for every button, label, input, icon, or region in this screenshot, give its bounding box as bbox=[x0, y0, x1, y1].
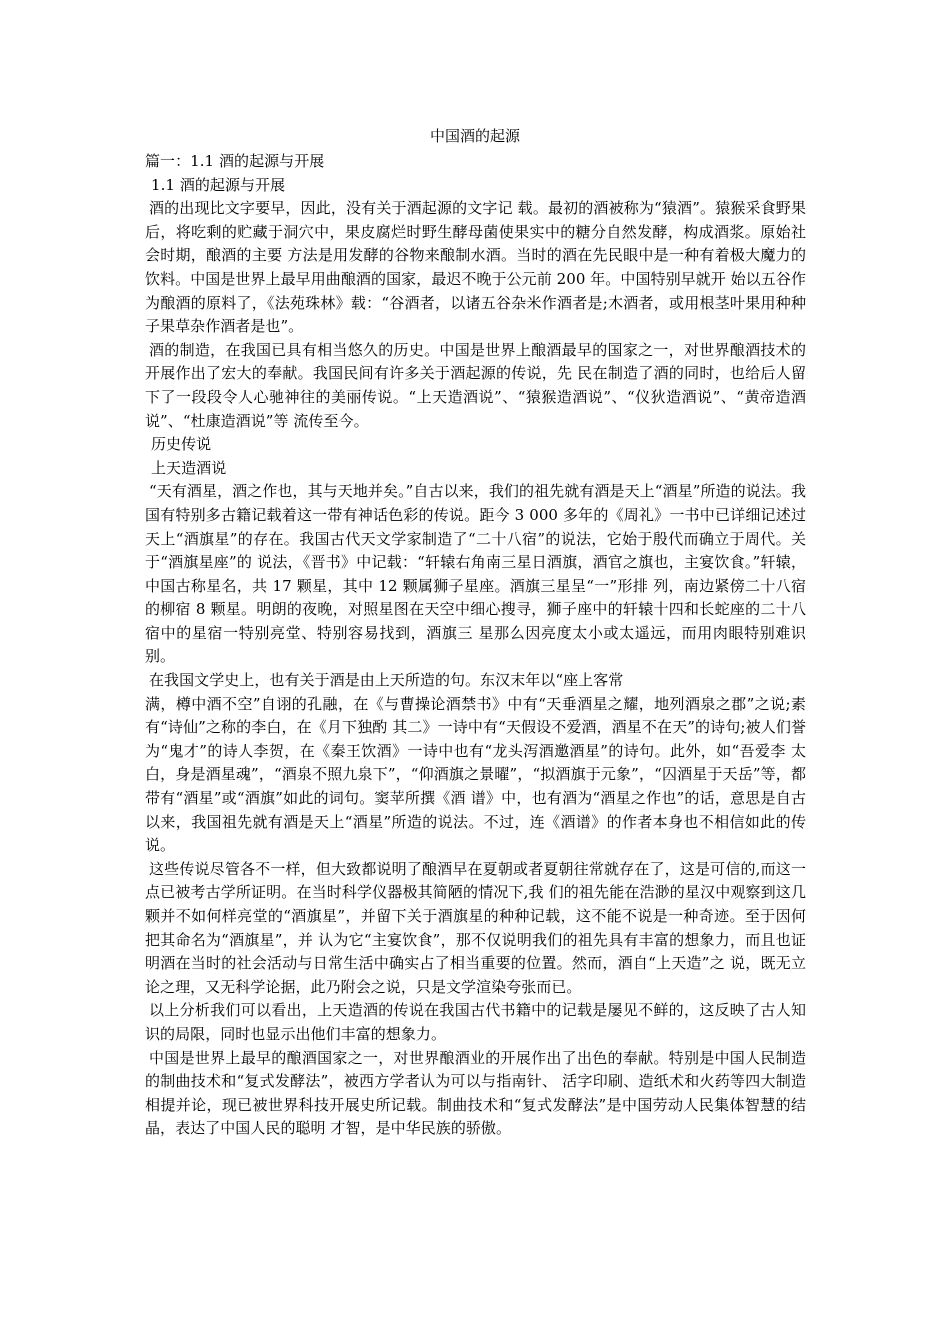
paragraph-5: 这些传说尽管各不一样，但大致都说明了酿酒早在夏朝或者夏朝往常就存在了，这是可信的,而这一点已被考古学所证明。在当时科学仪器极其简陋的情况下,我 们的祖先能在浩渺的星汉中观察到这几颗并不如何样亮堂的“酒旗星”，并留下关于酒旗星的种种记载，这不能不说是一种奇迹。至于因何把其命名为“酒旗星”，并 认为它“主宴饮食”，那不仅说明我们的祖先具有丰富的想象力，而且也证明酒在当时的社会活动与日常生活中确实占了相当重要的位置。然而，酒自“上天造”之 说，既无立论之理，又无科学论据，此乃附会之说，只是文学渲染夸张而已。 bbox=[145, 859, 806, 996]
paragraph-7: 中国是世界上最早的酿酒国家之一，对世界酿酒业的开展作出了出色的奉献。特别是中国人民制造的制曲技术和“复式发酵法”，被西方学者认为可以与指南针、 活字印刷、造纸术和火药等四大制造相提并论，现已被世界科技开展史所记载。制曲技术和“复式发酵法”是中国劳动人民集体智慧的结晶，表达了中国人民的聪明 才智，是中华民族的骄傲。 bbox=[145, 1048, 806, 1138]
section-heading-2: 1.1 酒的起源与开展 bbox=[151, 175, 286, 194]
paragraph-4: 满，樽中酒不空”自诩的孔融，在《与曹操论酒禁书》中有“天垂酒星之耀，地列酒泉之郡”之说;素有“诗仙”之称的李白，在《月下独酌 其二》一诗中有“天假设不爱酒，酒星不在天”的诗句;被人们誉为“鬼才”的诗人李贺，在《秦王饮酒》一诗中也有“龙头泻酒邀酒星”的诗句。此外，如“吾爱李 太白，身是酒星魂”，“酒泉不照九泉下”，“仰酒旗之景曜”，“拟酒旗于元象”，“囚酒星于天岳”等，都带有“酒星”或“酒旗”如此的词句。窦苹所撰《酒 谱》中，也有酒为“酒星之作也”的话，意思是自古以来，我国祖先就有酒是天上“酒星”所造的说法。不过，连《酒谱》的作者本身也不相信如此的传说。 bbox=[145, 694, 806, 855]
paragraph-2: 酒的制造，在我国已具有相当悠久的历史。中国是世界上酿酒最早的国家之一，对世界酿酒技术的开展作出了宏大的奉献。我国民间有许多关于酒起源的传说，先 民在制造了酒的同时，也给后人留下了一段段令人心驰神往的美丽传说。“上天造酒说”、“猿猴造酒说”、“仪狄造酒说”、“黄帝造酒说”、“杜康造酒说”等 流传至今。 bbox=[145, 340, 806, 430]
paragraph-1: 酒的出现比文字要早，因此，没有关于酒起源的文字记 载。最初的酒被称为“猿酒”。猿猴采食野果后，将吃剩的贮藏于洞穴中，果皮腐烂时野生酵母菌使果实中的糖分自然发酵，构成酒浆。原始社会时期，酿酒的主要 方法是用发酵的谷物来酿制水酒。当时的酒在先民眼中是一种有着极大魔力的饮料。中国是世界上最早用曲酿酒的国家，最迟不晚于公元前 200 年。中国特别早就开 始以五谷作为酿酒的原料了，《法苑珠林》载：“谷酒者，以诸五谷杂米作酒者是;木酒者，或用根茎叶果用种种子果草杂作酒者是也”。 bbox=[145, 199, 806, 336]
document-title: 中国酒的起源 bbox=[429, 127, 520, 145]
paragraph-6: 以上分析我们可以看出，上天造酒的传说在我国古代书籍中的记载是屡见不鲜的，这反映了古人知识的局限，同时也显示出他们丰富的想象力。 bbox=[145, 1001, 806, 1043]
paragraph-4-first-line: 在我国文学史上，也有关于酒是由上天所造的句。东汉末年以“座上客常 bbox=[149, 671, 624, 690]
section-heading-1: 篇一：1.1 酒的起源与开展 bbox=[145, 152, 325, 170]
paragraph-3: “天有酒星，酒之作也，其与天地并矣。”自古以来，我们的祖先就有酒是天上“酒星”所造的说法。我国有特别多古籍记载着这一带有神话色彩的传说。距今 3 000 多年的《周礼》一书中已详细记述过天上“酒旗星”的存在。我国古代天文学家制造了“二十八宿”的说法，它始于殷代而确立于周代。关于“酒旗星座”的 说法，《晋书》中记载：“轩辕右角南三星日酒旗，酒官之旗也，主宴饮食。”轩辕，中国古称星名，共 17 颗星，其中 12 颗属狮子星座。酒旗三星呈“一”形排 列，南边紧傍二十八宿的柳宿 8 颗星。明朗的夜晚，对照星图在天空中细心搜寻，狮子座中的轩辕十四和长蛇座的二十八宿中的星宿一特别亮堂、特别容易找到，酒旗三 星那么因亮度太小或太遥远，而用肉眼特别难识别。 bbox=[145, 482, 806, 666]
section-heading-history: 历史传说 bbox=[151, 435, 212, 454]
document-body bbox=[145, 150, 806, 1141]
section-heading-heaven: 上天造酒说 bbox=[151, 458, 227, 477]
